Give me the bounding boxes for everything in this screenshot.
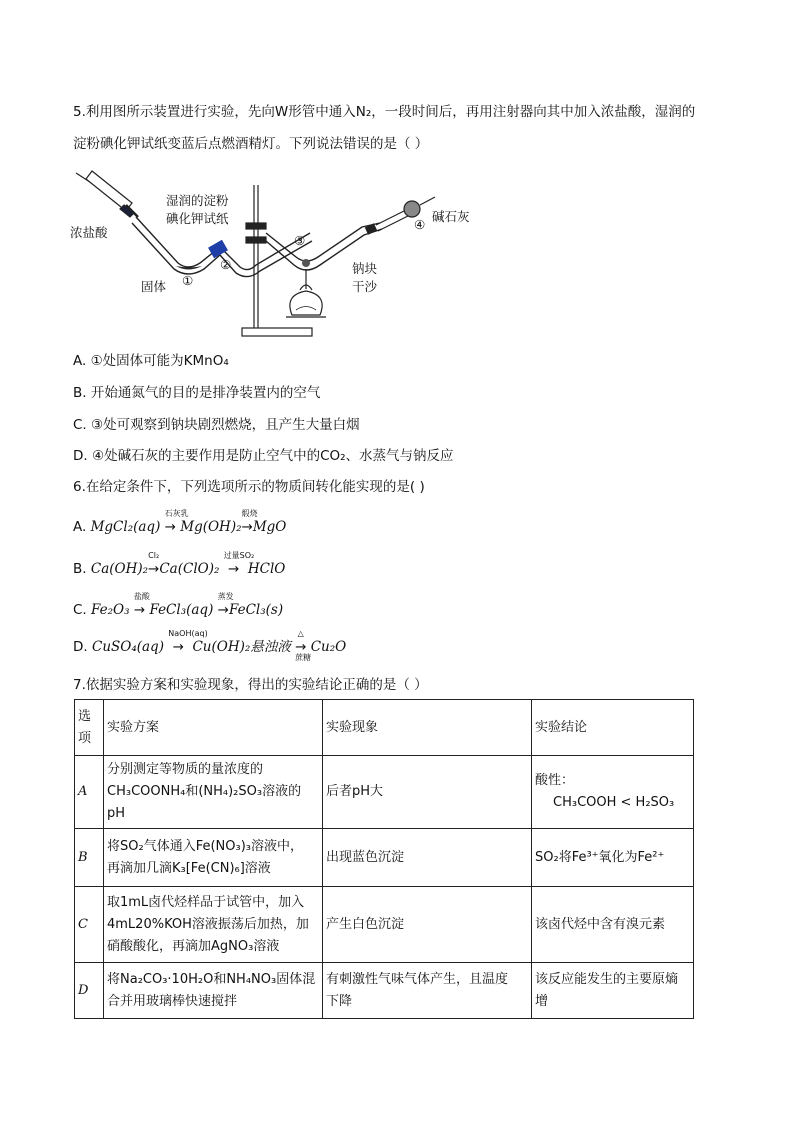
q6-a-arrow1: 石灰乳 → [165,516,176,538]
alcohol-lamp-icon [286,269,326,317]
q5-option-b: B. 开始通氮气的目的是排净装置内的空气 [73,385,321,401]
label-hcl: 浓盐酸 [70,225,108,240]
row-d-concl-2: 增 [535,993,549,1009]
row-b-phenomenon: 出现蓝色沉淀 [323,829,532,887]
table-header-row [75,700,694,756]
apparatus-drawing [70,165,490,340]
row-d-phen-2: 下降 [326,993,353,1009]
q5-option-d: D. ④处碱石灰的主要作用是防止空气中的CO₂、水蒸气与钠反应 [73,448,454,464]
label-soda-lime: 碱石灰 [432,209,470,224]
q6-b-prefix: B. [73,561,87,577]
q6-option-b [73,551,286,580]
q6-c-s1: Fe₂O₃ [91,602,130,618]
label-solid: 固体 [141,279,167,294]
row-c-conclusion: 该卤代烃中含有溴元素 [532,887,694,963]
q5-stem-line2: 淀粉碘化钾试纸变蓝后点燃酒精灯。下列说法错误的是（ ） [73,136,429,152]
table-row [75,963,694,1019]
row-b-plan-2: 再滴加几滴K₃[Fe(CN)₆]溶液 [107,860,271,876]
q6-d-prefix: D. [73,639,88,655]
q6-c-prefix: C. [73,602,87,618]
row-c-plan [104,887,323,963]
q6-option-d [73,629,347,662]
q6-option-c [73,592,284,621]
q6-b-arrow1: Cl₂ → [148,558,159,580]
q6-d-arrow1: NaOH(aq) → [168,636,188,658]
row-c-plan-1: 取1mL卤代烃样品于试管中，加入 [107,894,305,910]
q6-d-s2: Cu(OH)₂悬浊液 [192,639,291,655]
q6-b-s1: Ca(OH)₂ [90,561,149,577]
mark-1: ① [182,273,194,288]
q6-c-s3: FeCl₃(s) [228,602,284,618]
header-phenomenon: 实验现象 [323,700,532,756]
row-b-plan [104,829,323,887]
q6-stem: 6.在给定条件下，下列选项所示的物质间转化能实现的是( ) [73,479,425,495]
row-a-option: A [75,756,104,829]
q6-c-s2: FeCl₃(aq) [149,602,214,618]
q6-b-arrow2: 过量SO₂ → [224,558,244,580]
q6-b-s3: HClO [247,561,286,577]
table-row [75,887,694,963]
label-sand: 干沙 [352,279,378,294]
q6-c-arrow2: 蒸发 → [218,599,229,621]
row-b-conclusion: SO₂将Fe³⁺氧化为Fe²⁺ [532,829,694,887]
q6-c-cond1: 盐酸 [133,592,150,601]
row-a-concl-1: 酸性： [535,773,575,788]
row-a-plan [104,756,323,829]
syringe-icon [76,171,138,217]
label-sodium: 钠块 [352,261,378,276]
row-d-concl-1: 该反应能发生的主要原熵 [535,971,679,987]
q6-c-arrow1: 盐酸 → [134,599,145,621]
table-row [75,756,694,829]
q6-d-cond1: NaOH(aq) [168,629,208,638]
row-d-option: D [75,963,104,1019]
row-c-phenomenon: 产生白色沉淀 [323,887,532,963]
q7-table [74,699,694,1019]
row-b-option: B [75,829,104,887]
q6-b-cond1: Cl₂ [148,551,160,560]
row-c-plan-2: 4mL20%KOH溶液振荡后加热，加 [107,916,309,932]
row-d-plan-1: 将Na₂CO₃·10H₂O和NH₄NO₃固体混 [107,971,316,987]
q6-a-s2: Mg(OH)₂ [180,519,242,535]
q6-b-s2: Ca(ClO)₂ [159,561,220,577]
q5-stem-line1: 5.利用图所示装置进行实验，先向W形管中通入N₂，一段时间后，再用注射器向其中加入浓盐酸，湿润的 [73,104,696,120]
label-paper-2: 碘化钾试纸 [166,211,229,226]
sodium-block [302,259,310,267]
row-a-concl-2: CH₃COOH < H₂SO₃ [553,795,675,810]
label-paper-1: 湿润的淀粉 [166,193,229,208]
table-row [75,829,694,887]
starch-ki-paper [208,240,228,258]
q6-a-s3: MgO [252,519,287,535]
q6-a-cond1: 石灰乳 [164,509,189,518]
q7-stem: 7.依据实验方案和实验现象，得出的实验结论正确的是（ ） [73,677,428,693]
q5-option-a: A. ①处固体可能为KMnO₄ [73,353,229,369]
header-conclusion: 实验结论 [532,700,694,756]
header-plan: 实验方案 [104,700,323,756]
q5-option-c: C. ③处可观察到钠块剧烈燃烧，且产生大量白烟 [73,417,360,433]
row-d-plan-2: 合并用玻璃棒快速搅拌 [107,993,238,1009]
row-a-conclusion [532,756,694,829]
mark-3: ③ [294,233,306,248]
apparatus-figure [70,165,490,340]
q6-d-cond2: △ [297,629,304,638]
q6-option-a [73,509,287,538]
row-a-plan-2: CH₃COONH₄和(NH₄)₂SO₃溶液的pH [107,784,302,821]
q6-a-s1: MgCl₂(aq) [90,519,161,535]
header-option: 选项 [75,700,104,756]
q6-d-cond2b: 蔗糖 [295,653,312,662]
q6-d-s1: CuSO₄(aq) [91,639,164,655]
row-c-option: C [75,887,104,963]
row-d-phen-1: 有刺激性气味气体产生，且温度 [326,971,509,987]
row-a-plan-1: 分别测定等物质的量浓度的 [107,762,264,777]
mark-4: ④ [414,217,426,232]
mark-2: ② [220,257,232,272]
soda-lime-tube [376,197,435,231]
q6-a-prefix: A. [73,519,87,535]
row-b-plan-1: 将SO₂气体通入Fe(NO₃)₃溶液中， [107,838,303,854]
q6-d-arrow2: △ → 蔗糖 [295,636,306,658]
row-c-plan-3: 硝酸酸化，再滴加AgNO₃溶液 [107,938,280,954]
row-a-phenomenon: 后者pH大 [323,756,532,829]
q6-b-cond2: 过量SO₂ [223,551,255,560]
row-d-plan [104,963,323,1019]
row-d-phenomenon [323,963,532,1019]
q6-c-cond2: 蒸发 [217,592,234,601]
q6-a-cond2: 煅烧 [241,509,258,518]
q6-a-arrow2: 煅烧 → [242,516,253,538]
row-d-conclusion [532,963,694,1019]
q6-d-s3: Cu₂O [310,639,347,655]
